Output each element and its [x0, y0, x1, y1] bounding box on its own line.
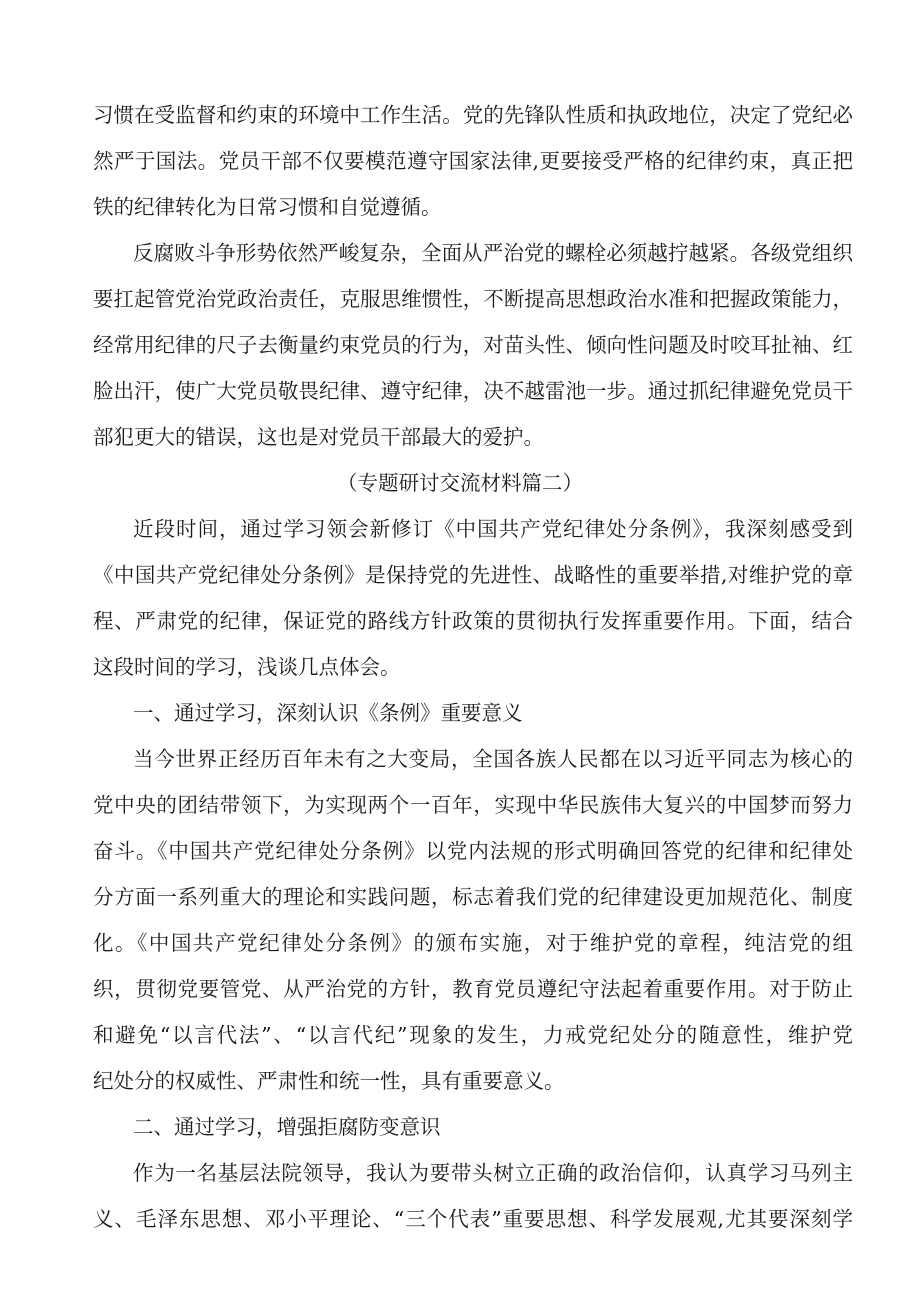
text-line: 要扛起管党治党政治责任，克服思维惯性，不断提高思想政治水准和把握政策能力，: [93, 287, 853, 311]
text-line: 近段时间，通过学习领会新修订《中国共产党纪律处分条例》，我深刻感受到: [133, 517, 853, 541]
text-line: 部犯更大的错误，这也是对党员干部最大的爱护。: [93, 425, 544, 449]
text-line: 化。《中国共产党纪律处分条例》的颁布实施，对于维护党的章程，纯洁党的组: [93, 931, 853, 955]
section-heading: 二、通过学习，增强拒腐防变意识: [133, 1115, 441, 1139]
section-heading: 一、通过学习，深刻认识《条例》重要意义: [133, 701, 523, 725]
text-line: 织，贯彻党要管党、从严治党的方针，教育党员遵纪守法起着重要作用。对于防止: [93, 977, 853, 1001]
text-line: 《中国共产党纪律处分条例》是保持党的先进性、战略性的重要举措,对维护党的章: [93, 563, 853, 587]
text-line: 铁的纪律转化为日常习惯和自觉遵循。: [93, 195, 442, 219]
text-line: 习惯在受监督和约束的环境中工作生活。党的先锋队性质和执政地位，决定了党纪必: [93, 103, 853, 127]
text-line: 奋斗。《中国共产党纪律处分条例》以党内法规的形式明确回答党的纪律和纪律处: [93, 839, 853, 863]
text-line: 纪处分的权威性、严肃性和统一性，具有重要意义。: [93, 1069, 565, 1093]
text-line: 党中央的团结带领下，为实现两个一百年，实现中华民族伟大复兴的中国梦而努力: [93, 793, 853, 817]
text-line: 这段时间的学习，浅谈几点体会。: [93, 655, 401, 679]
text-line: 脸出汗，使广大党员敬畏纪律、遵守纪律，决不越雷池一步。通过抓纪律避免党员干: [93, 379, 853, 403]
text-line: 当今世界正经历百年未有之大变局，全国各族人民都在以习近平同志为核心的: [133, 747, 853, 771]
text-line: 分方面一系列重大的理论和实践问题，标志着我们党的纪律建设更加规范化、制度: [93, 885, 853, 909]
text-line: 反腐败斗争形势依然严峻复杂，全面从严治党的螺栓必须越拧越紧。各级党组织: [133, 241, 853, 265]
text-line: 经常用纪律的尺子去衡量约束党员的行为，对苗头性、倾向性问题及时咬耳扯袖、红: [93, 333, 853, 357]
text-line: 程、严肃党的纪律，保证党的路线方针政策的贯彻执行发挥重要作用。下面，结合: [93, 609, 853, 633]
section-title: （专题研讨交流材料篇二）: [337, 471, 583, 495]
text-line: 作为一名基层法院领导，我认为要带头树立正确的政治信仰，认真学习马列主: [133, 1161, 853, 1185]
text-line: 然严于国法。党员干部不仅要模范遵守国家法律,更要接受严格的纪律约束，真正把: [93, 149, 853, 173]
text-line: 和避免“以言代法”、“以言代纪”现象的发生，力戒党纪处分的随意性，维护党: [93, 1023, 853, 1047]
text-line: 义、毛泽东思想、邓小平理论、“三个代表”重要思想、科学发展观,尤其要深刻学: [93, 1207, 853, 1231]
